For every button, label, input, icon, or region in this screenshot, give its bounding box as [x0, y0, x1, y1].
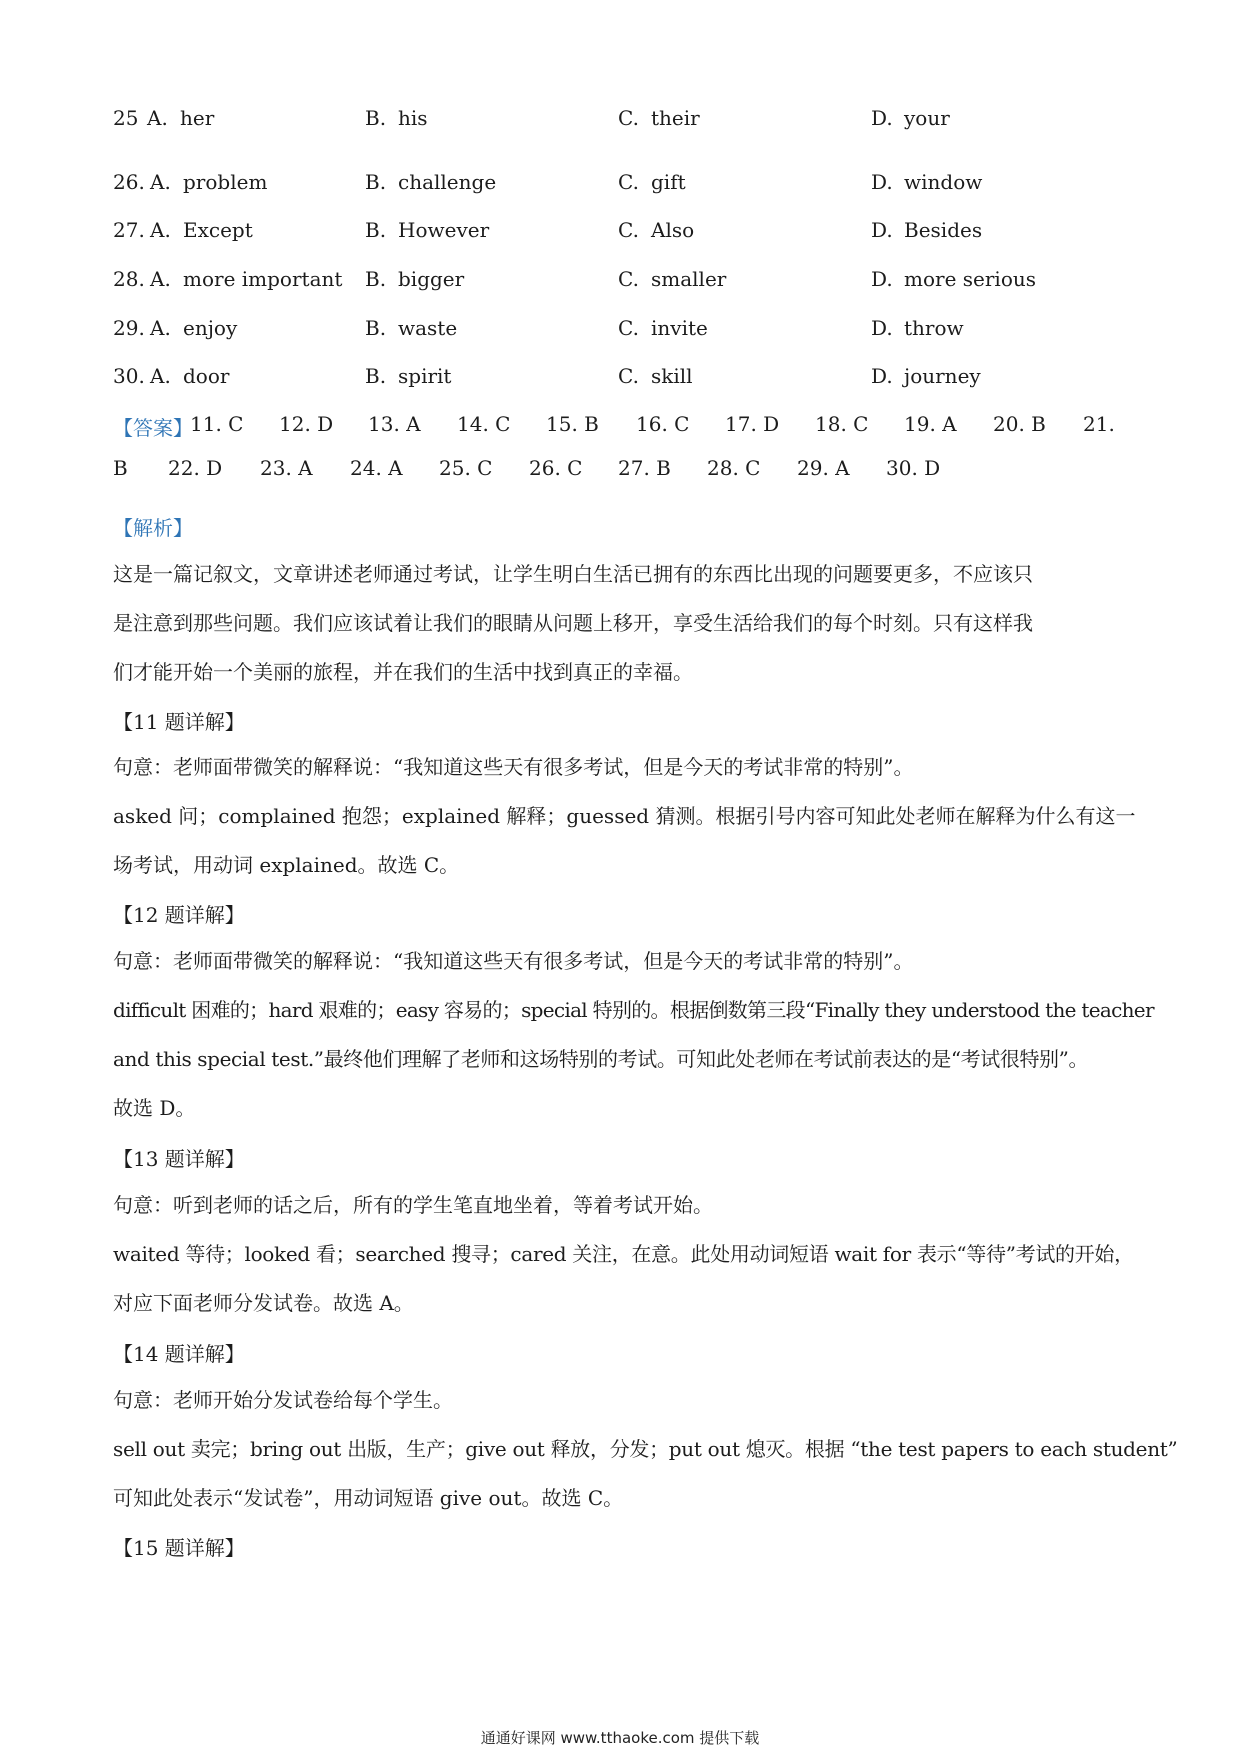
analysis-line: 们才能开始一个美丽的旅程，并在我们的生活中找到真正的幸福。: [113, 660, 693, 684]
answer-item: 11. C: [190, 412, 244, 436]
option-text: invite: [651, 316, 708, 340]
answer-line-1: [113, 412, 1133, 442]
answer-item: 18. C: [815, 412, 869, 436]
option-d: [871, 106, 950, 130]
answer-item: 19. A: [904, 412, 957, 436]
answer-item: 13. A: [368, 412, 421, 436]
option-b: [365, 364, 451, 388]
option-d: [871, 364, 981, 388]
analysis-line: 这是一篇记叙文，文章讲述老师通过考试，让学生明白生活已拥有的东西比出现的问题要更多，不应该只: [113, 562, 1033, 586]
option-letter: B.: [365, 267, 387, 291]
option-text: problem: [183, 170, 268, 194]
option-a: [150, 364, 229, 388]
answer-item: 15. B: [546, 412, 599, 436]
option-letter: B.: [365, 106, 387, 130]
option-b: [365, 267, 464, 291]
answer-item: 24. A: [350, 456, 403, 480]
answer-item: 16. C: [636, 412, 690, 436]
analysis-text: [113, 550, 1133, 697]
analysis-line: 是注意到那些问题。我们应该试着让我们的眼睛从问题上移开，享受生活给我们的每个时刻。只有这样我: [113, 611, 1033, 635]
answer-item: 25. C: [439, 456, 493, 480]
option-letter: A.: [150, 267, 171, 291]
page-footer: 通通好课网 www.tthaoke.com 提供下载: [480, 1729, 760, 1747]
detail-text-14: [113, 1376, 1178, 1523]
option-text: his: [398, 106, 428, 130]
option-letter: A.: [150, 316, 171, 340]
option-text: door: [183, 364, 230, 388]
detail-line: 对应下面老师分发试卷。故选 A。: [113, 1291, 414, 1315]
answer-item: 29. A: [797, 456, 850, 480]
option-text: journey: [904, 364, 981, 388]
option-letter: C.: [618, 267, 639, 291]
option-letter: A.: [147, 106, 168, 130]
option-letter: A.: [150, 364, 171, 388]
option-text: smaller: [651, 267, 727, 291]
question-number: 29.: [113, 316, 145, 340]
detail-line: 句意：老师开始分发试卷给每个学生。: [113, 1388, 453, 1412]
answer-item: 22. D: [168, 456, 223, 480]
option-text: challenge: [398, 170, 497, 194]
detail-line: 句意：老师面带微笑的解释说：“我知道这些天有很多考试，但是今天的考试非常的特别”。: [113, 755, 914, 779]
detail-heading-14: 【14 题详解】: [113, 1342, 245, 1366]
detail-text-13: [113, 1181, 1133, 1328]
question-row: [113, 364, 1133, 396]
option-text: However: [398, 218, 490, 242]
question-row: [113, 170, 1133, 202]
answer-item: 14. C: [457, 412, 511, 436]
question-number: 28.: [113, 267, 145, 291]
option-letter: D.: [871, 364, 893, 388]
option-a: [147, 106, 214, 130]
option-text: throw: [904, 316, 964, 340]
detail-heading-13: 【13 题详解】: [113, 1147, 245, 1171]
option-b: [365, 106, 428, 130]
option-text: more important: [183, 267, 343, 291]
option-text: her: [180, 106, 215, 130]
option-d: [871, 267, 1036, 291]
detail-line: difficult 困难的；hard 艰难的；easy 容易的；special 特别的。根据倒数第三段“Finally they understood the teacher: [113, 998, 1154, 1022]
detail-line: 句意：听到老师的话之后，所有的学生笔直地坐着，等着考试开始。: [113, 1193, 713, 1217]
option-letter: A.: [150, 218, 171, 242]
analysis-heading: 【解析】: [113, 516, 193, 540]
option-letter: B.: [365, 364, 387, 388]
detail-line: and this special test.”最终他们理解了老师和这场特别的考试。可知此处老师在考试前表达的是“考试很特别”。: [113, 1047, 1089, 1071]
answer-item: 30. D: [886, 456, 941, 480]
option-letter: D.: [871, 316, 893, 340]
question-number: 30.: [113, 364, 145, 388]
answer-item: 27. B: [618, 456, 671, 480]
detail-heading-11: 【11 题详解】: [113, 710, 245, 734]
question-row: [113, 218, 1133, 250]
option-text: bigger: [398, 267, 465, 291]
detail-line: waited 等待；looked 看；searched 搜寻；cared 关注，在意。此处用动词短语 wait for 表示“等待”考试的开始，: [113, 1242, 1134, 1266]
option-c: [618, 316, 708, 340]
answer-item: 20. B: [993, 412, 1046, 436]
option-text: Besides: [904, 218, 983, 242]
detail-heading-15: 【15 题详解】: [113, 1536, 245, 1560]
option-letter: D.: [871, 170, 893, 194]
detail-line: 句意：老师面带微笑的解释说：“我知道这些天有很多考试，但是今天的考试非常的特别”。: [113, 949, 914, 973]
option-letter: A.: [150, 170, 171, 194]
question-number: 25: [113, 106, 139, 130]
option-letter: B.: [365, 218, 387, 242]
detail-text-11: [113, 743, 1136, 890]
option-text: spirit: [398, 364, 452, 388]
option-b: [365, 218, 489, 242]
question-row: [113, 267, 1133, 299]
answer-item: 26. C: [529, 456, 583, 480]
detail-line: sell out 卖完；bring out 出版，生产；give out 释放，分发；put out 熄灭。根据 “the test papers to each student”: [113, 1437, 1178, 1461]
option-text: enjoy: [183, 316, 238, 340]
option-d: [871, 316, 964, 340]
option-letter: D.: [871, 106, 893, 130]
question-number: 27.: [113, 218, 145, 242]
question-row: [113, 106, 1133, 138]
option-letter: B.: [365, 316, 387, 340]
option-c: [618, 170, 686, 194]
option-letter: C.: [618, 364, 639, 388]
option-letter: C.: [618, 170, 639, 194]
option-d: [871, 170, 982, 194]
answer-item: 21.: [1083, 412, 1115, 436]
answer-item: 12. D: [279, 412, 334, 436]
option-text: Except: [183, 218, 253, 242]
option-letter: C.: [618, 106, 639, 130]
option-text: gift: [651, 170, 686, 194]
option-text: skill: [651, 364, 693, 388]
option-c: [618, 267, 726, 291]
option-text: your: [904, 106, 950, 130]
answer-item: 28. C: [707, 456, 761, 480]
option-text: Also: [651, 218, 695, 242]
option-text: their: [651, 106, 700, 130]
option-a: [150, 170, 267, 194]
option-letter: B.: [365, 170, 387, 194]
option-a: [150, 316, 237, 340]
option-text: more serious: [904, 267, 1037, 291]
option-c: [618, 364, 693, 388]
option-letter: C.: [618, 218, 639, 242]
option-c: [618, 218, 694, 242]
answer-line-2: [113, 456, 1133, 486]
detail-heading-12: 【12 题详解】: [113, 903, 245, 927]
option-b: [365, 316, 457, 340]
detail-line: 可知此处表示“发试卷”，用动词短语 give out。故选 C。: [113, 1486, 624, 1510]
detail-text-12: [113, 937, 1154, 1133]
answer-tag: 【答案】: [113, 416, 193, 440]
answer-item: 23. A: [260, 456, 313, 480]
option-c: [618, 106, 700, 130]
option-letter: C.: [618, 316, 639, 340]
option-a: [150, 218, 253, 242]
answer-item: B: [113, 456, 128, 480]
option-d: [871, 218, 982, 242]
question-number: 26.: [113, 170, 145, 194]
option-b: [365, 170, 496, 194]
answer-item: 17. D: [725, 412, 780, 436]
detail-line: asked 问；complained 抱怨；explained 解释；guessed 猜测。根据引号内容可知此处老师在解释为什么有这一: [113, 804, 1136, 828]
question-row: [113, 316, 1133, 348]
option-letter: D.: [871, 267, 893, 291]
option-text: waste: [398, 316, 458, 340]
detail-line: 故选 D。: [113, 1096, 196, 1120]
detail-line: 场考试，用动词 explained。故选 C。: [113, 853, 460, 877]
option-text: window: [904, 170, 983, 194]
option-a: [150, 267, 342, 291]
option-letter: D.: [871, 218, 893, 242]
